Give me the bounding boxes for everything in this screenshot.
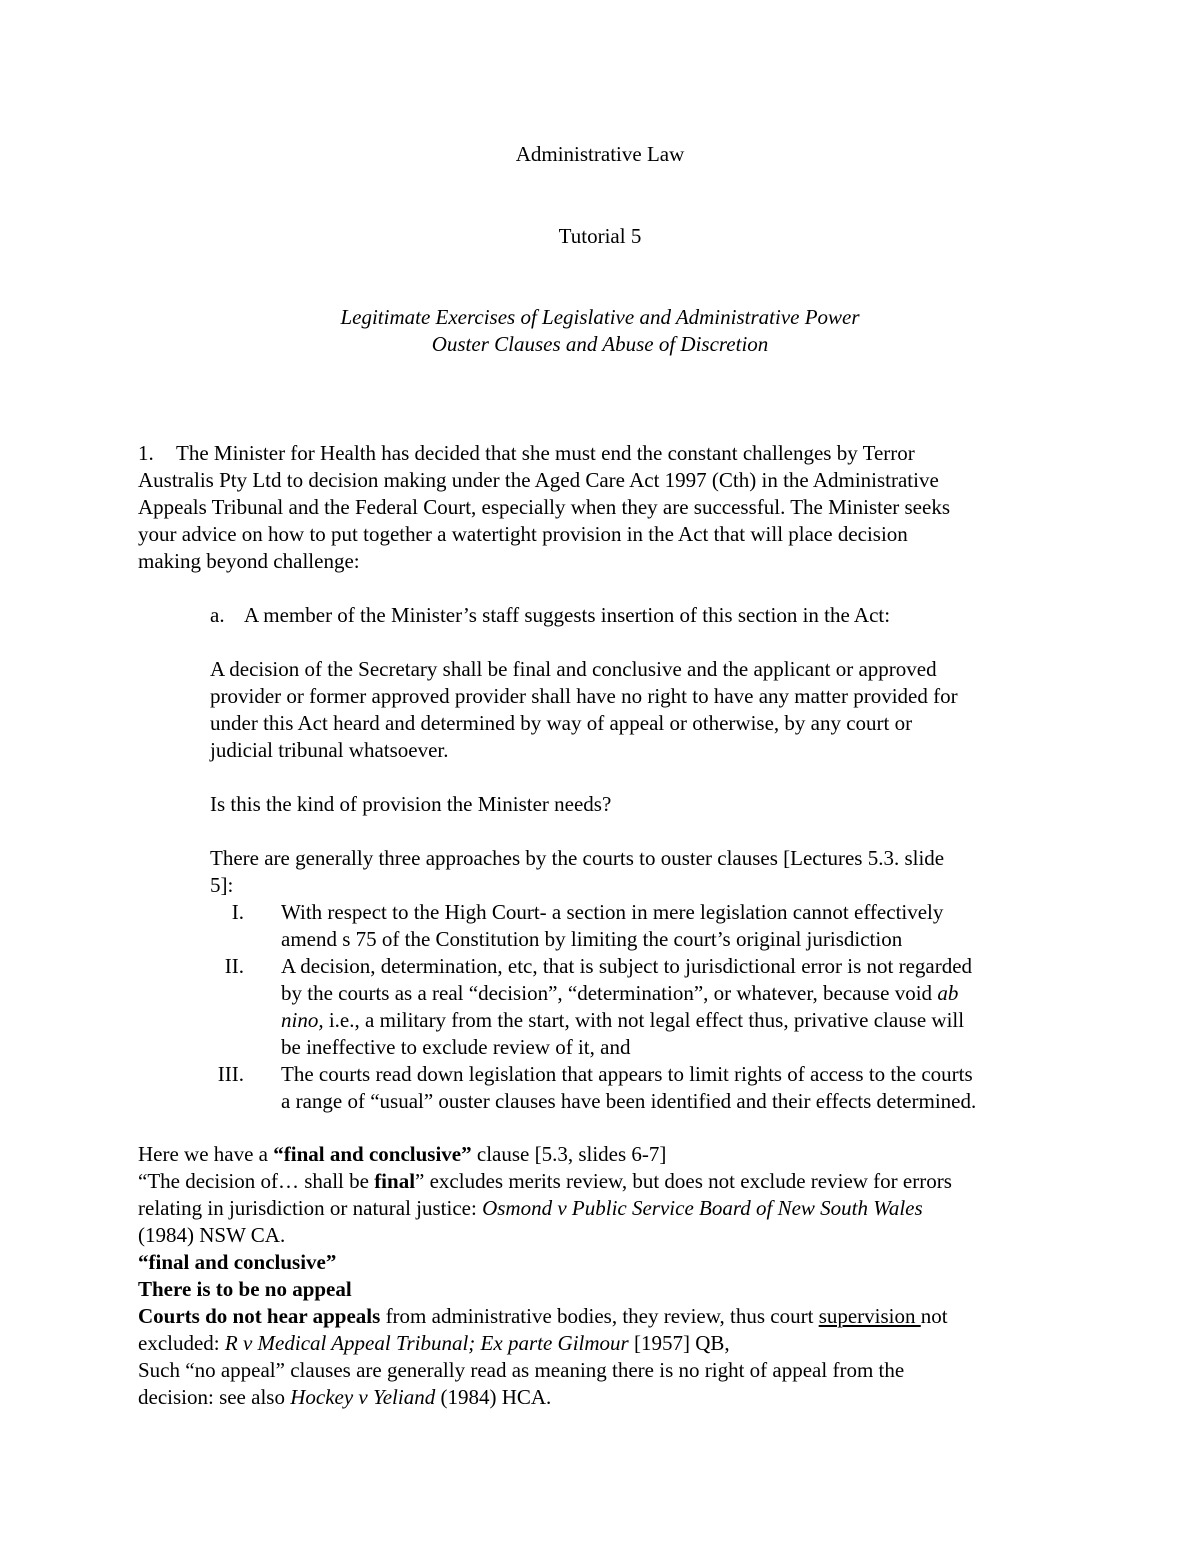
note-gilmour-case: excluded: R v Medical Appeal Tribunal; Ex parte Gilmour [1957] QB, — [138, 1331, 730, 1355]
subtitle-line-1: Legitimate Exercises of Legislative and Administrative Power — [340, 305, 860, 329]
quote-line-4: judicial tribunal whatsoever. — [210, 738, 449, 762]
question-1-line-1: 1. The Minister for Health has decided that she must end the constant challenges by Terror — [138, 441, 915, 465]
approach-1-line-1: With respect to the High Court- a section in mere legislation cannot effectively — [281, 900, 944, 924]
question-1-line-3: Appeals Tribunal and the Federal Court, especially when they are successful. The Minister seeks — [138, 495, 950, 519]
subtitle-line-2: Ouster Clauses and Abuse of Discretion — [431, 332, 769, 356]
note-courts-review: Courts do not hear appeals from administrative bodies, they review, thus court supervision not — [138, 1304, 948, 1328]
approach-3-line-1: The courts read down legislation that appears to limit rights of access to the courts — [281, 1062, 973, 1086]
quote-line-3: under this Act heard and determined by way of appeal or otherwise, by any court or — [210, 711, 913, 735]
question-number: 1. — [138, 441, 154, 465]
approach-2-line-1: A decision, determination, etc, that is subject to jurisdictional error is not regarded — [281, 954, 973, 978]
question-1-line-2: Australis Pty Ltd to decision making under the Aged Care Act 1997 (Cth) in the Administrative — [138, 468, 939, 492]
question-1-line-5: making beyond challenge: — [138, 549, 360, 573]
question-1-line-4: your advice on how to put together a watertight provision in the Act that will place decision — [138, 522, 908, 546]
course-title: Administrative Law — [515, 142, 685, 166]
approach-1-line-2: amend s 75 of the Constitution by limiting the court’s original jurisdiction — [281, 927, 903, 951]
note-hockey-case: decision: see also Hockey v Yeliand (1984) HCA. — [138, 1385, 552, 1409]
approach-2-line-2: by the courts as a real “decision”, “determination”, or whatever, because void ab — [281, 981, 959, 1005]
note-osmond-citation: (1984) NSW CA. — [138, 1223, 286, 1247]
approach-2-line-4: be ineffective to exclude review of it, and — [281, 1035, 631, 1059]
quote-line-1: A decision of the Secretary shall be final and conclusive and the applicant or approved — [210, 657, 937, 681]
note-final-conclusive-clause: Here we have a “final and conclusive” clause [5.3, slides 6-7] — [138, 1142, 667, 1166]
approach-numeral-2: II. — [224, 954, 244, 978]
heading-no-appeal: There is to be no appeal — [138, 1277, 352, 1301]
approaches-intro-line-1: There are generally three approaches by the courts to ouster clauses [Lectures 5.3. slide — [210, 846, 945, 870]
approach-numeral-3: III. — [217, 1062, 244, 1086]
note-osmond-case: relating in jurisdiction or natural justice: Osmond v Public Service Board of New South Wales — [138, 1196, 923, 1220]
question-a-prompt: Is this the kind of provision the Minister needs? — [210, 792, 612, 816]
approach-2-line-3: nino, i.e., a military from the start, with not legal effect thus, privative clause will — [281, 1008, 965, 1032]
quote-line-2: provider or former approved provider shall have no right to have any matter provided for — [210, 684, 958, 708]
sub-question-a: a. A member of the Minister’s staff suggests insertion of this section in the Act: — [210, 603, 891, 627]
sub-question-label: a. — [210, 603, 225, 627]
tutorial-title: Tutorial 5 — [558, 224, 642, 248]
approaches-intro-line-2: 5]: — [210, 873, 234, 897]
note-no-appeal-clauses: Such “no appeal” clauses are generally read as meaning there is no right of appeal from the — [138, 1358, 905, 1382]
heading-final-conclusive: “final and conclusive” — [138, 1250, 337, 1274]
approach-numeral-1: I. — [231, 900, 244, 924]
note-decision-final: “The decision of… shall be final” excludes merits review, but does not exclude review for errors — [138, 1169, 952, 1193]
approach-3-line-2: a range of “usual” ouster clauses have been identified and their effects determined. — [281, 1089, 977, 1113]
